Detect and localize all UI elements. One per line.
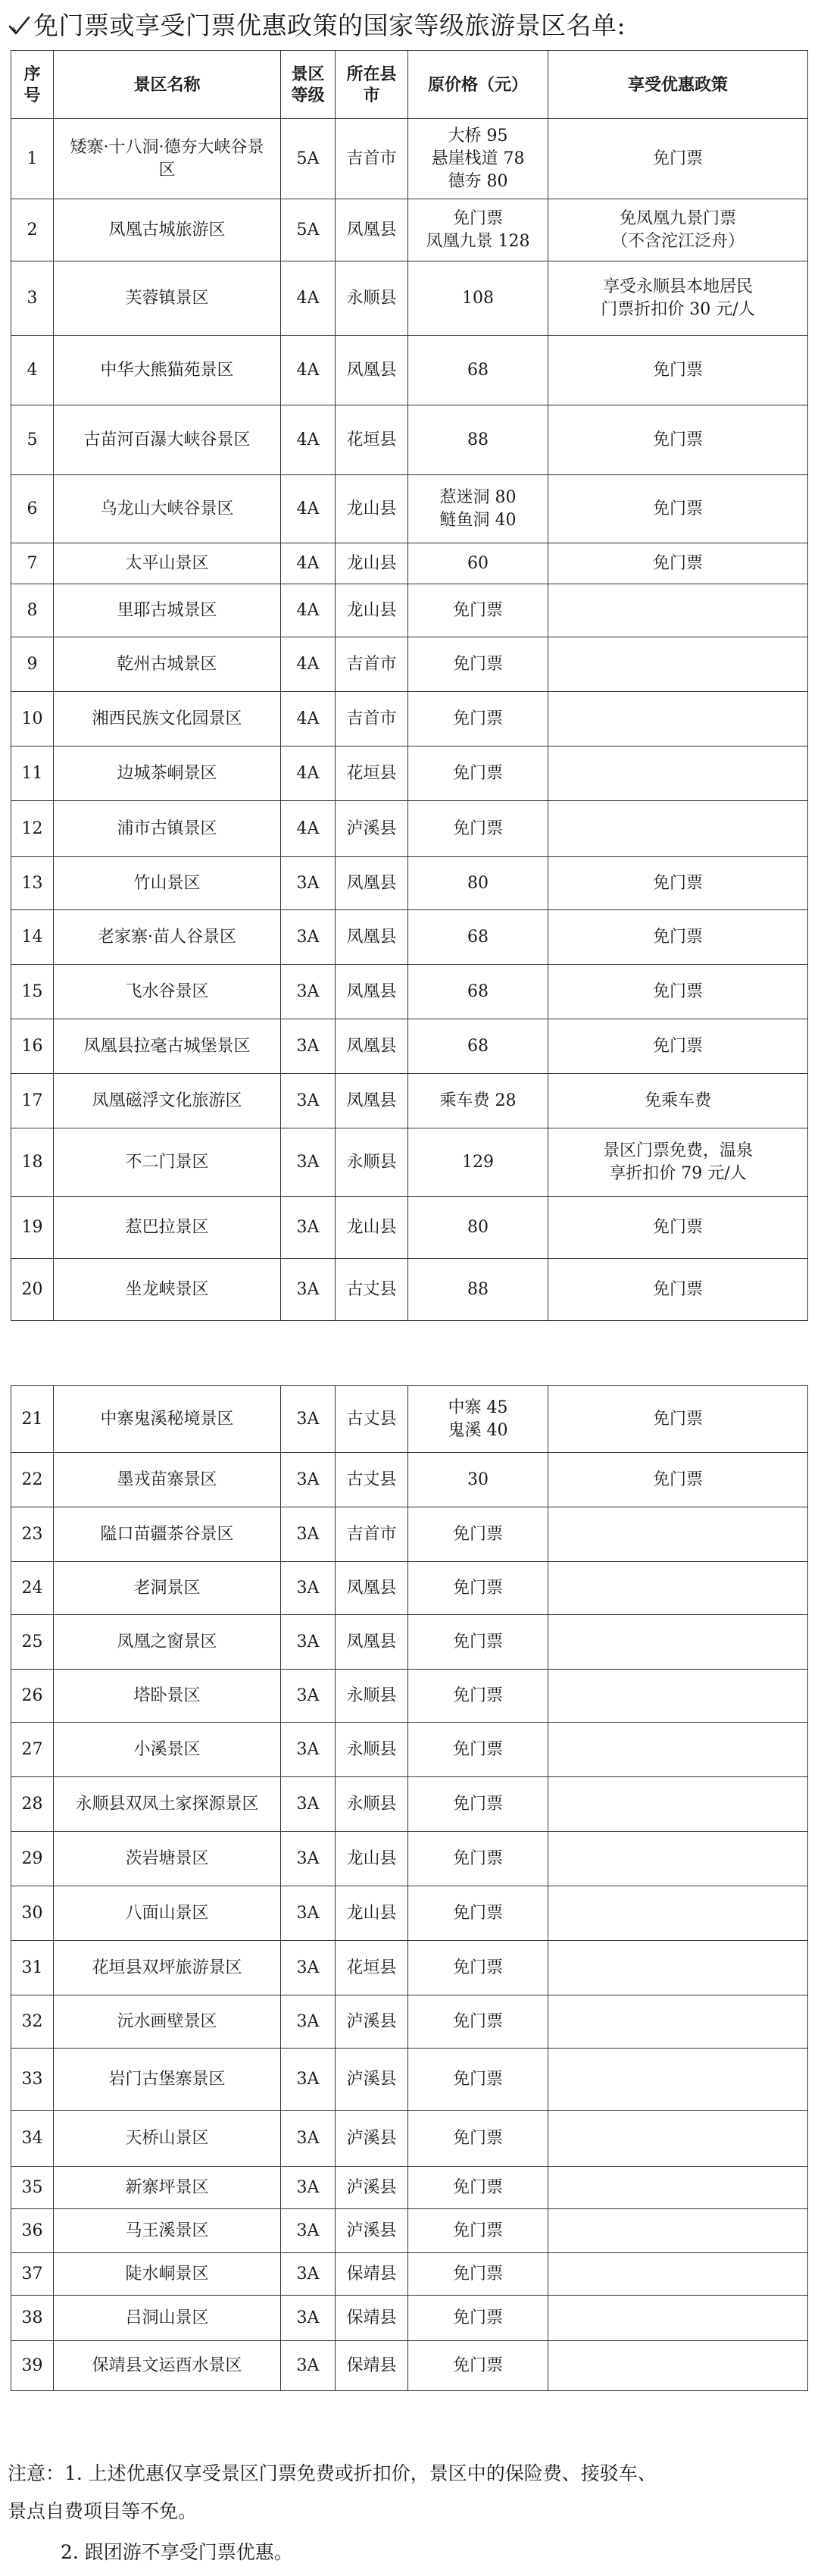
cell-level: 4A [281,336,336,405]
cell-level: 4A [281,543,336,584]
cell-name: 芙蓉镇景区 [54,261,281,336]
cell-county: 永顺县 [336,1723,408,1777]
table-row [11,1074,808,1128]
cell-county: 凤凰县 [336,1074,408,1128]
cell-price: 免门票 [408,747,548,801]
table-row [11,637,808,692]
table-row [11,2167,808,2209]
cell-county: 凤凰县 [336,1562,408,1615]
table-row [11,692,808,747]
cell-policy: 免门票 [548,965,808,1019]
cell-no: 2 [11,199,54,261]
cell-price: 免门票 [408,2111,548,2167]
cell-policy: 免门票 [548,910,808,965]
cell-policy [548,1507,808,1562]
cell-county: 保靖县 [336,2253,408,2296]
cell-policy: 免门票 [548,1197,808,1259]
cell-level: 3A [281,965,336,1019]
cell-county: 泸溪县 [336,801,408,857]
cell-name: 惹巴拉景区 [54,1197,281,1259]
title-text: 免门票或享受门票优惠政策的国家等级旅游景区名单: [33,11,626,40]
table-row [11,2341,808,2391]
cell-county: 凤凰县 [336,1615,408,1670]
cell-name: 边城茶峒景区 [54,747,281,801]
cell-name: 古苗河百瀑大峡谷景区 [54,405,281,475]
cell-policy: 免门票 [548,475,808,543]
table-row [11,1777,808,1832]
table-row [11,2296,808,2341]
table-row [11,119,808,199]
cell-no: 37 [11,2253,54,2296]
cell-policy [548,1832,808,1886]
cell-name: 老家寨·苗人谷景区 [54,910,281,965]
cell-no: 35 [11,2167,54,2209]
cell-policy [548,1562,808,1615]
cell-no: 4 [11,336,54,405]
cell-county: 龙山县 [336,475,408,543]
table-row [11,1197,808,1259]
cell-name: 小溪景区 [54,1723,281,1777]
cell-county: 保靖县 [336,2296,408,2341]
cell-name: 保靖县文运酉水景区 [54,2341,281,2391]
cell-name: 岩门古堡寨景区 [54,2049,281,2111]
table-row [11,405,808,475]
cell-no: 11 [11,747,54,801]
cell-policy: 免门票 [548,857,808,910]
cell-no: 8 [11,584,54,637]
cell-policy [548,801,808,857]
table-row [11,1941,808,1995]
cell-no: 21 [11,1386,54,1453]
cell-level: 3A [281,1562,336,1615]
cell-policy: 免门票 [548,336,808,405]
table-row [11,336,808,405]
cell-policy [548,1941,808,1995]
cell-county: 永顺县 [336,1777,408,1832]
cell-price: 免门票 [408,1670,548,1723]
cell-price: 免门票 [408,1886,548,1941]
cell-level: 3A [281,1386,336,1453]
cell-policy: 免乘车费 [548,1074,808,1128]
cell-policy [548,2341,808,2391]
cell-no: 28 [11,1777,54,1832]
cell-policy [548,1995,808,2049]
cell-no: 25 [11,1615,54,1670]
cell-price: 88 [408,405,548,475]
cell-name: 里耶古城景区 [54,584,281,637]
cell-no: 19 [11,1197,54,1259]
cell-price: 68 [408,965,548,1019]
cell-level: 3A [281,857,336,910]
cell-county: 花垣县 [336,1941,408,1995]
cell-name: 乾州古城景区 [54,637,281,692]
cell-level: 5A [281,199,336,261]
cell-price: 免门票 [408,2167,548,2209]
cell-price: 惹迷洞 80 鲢鱼洞 40 [408,475,548,543]
note-line-2: 景点自费项目等不免。 [8,2500,198,2522]
cell-level: 4A [281,637,336,692]
cell-policy: 免门票 [548,1259,808,1321]
table-row [11,2209,808,2253]
note-line-1: 注意：1. 上述优惠仅享受景区门票免费或折扣价，景区中的保险费、接驳车、 [8,2462,657,2484]
scenic-table-part-2 [11,1385,808,2391]
cell-price: 免门票 凤凰九景 128 [408,199,548,261]
cell-level: 4A [281,747,336,801]
cell-no: 29 [11,1832,54,1886]
table-row [11,1507,808,1562]
cell-county: 古丈县 [336,1259,408,1321]
cell-no: 22 [11,1453,54,1507]
cell-policy [548,747,808,801]
cell-policy: 免门票 [548,119,808,199]
cell-price: 免门票 [408,2296,548,2341]
cell-county: 永顺县 [336,1128,408,1197]
cell-price: 免门票 [408,2253,548,2296]
header-county: 所在县市 [336,51,408,119]
cell-name: 陡水峒景区 [54,2253,281,2296]
cell-county: 凤凰县 [336,336,408,405]
cell-name: 墨戎苗寨景区 [54,1453,281,1507]
cell-price: 大桥 95 悬崖栈道 78 德夯 80 [408,119,548,199]
cell-no: 34 [11,2111,54,2167]
table-row [11,584,808,637]
cell-policy [548,2111,808,2167]
cell-policy [548,692,808,747]
cell-no: 32 [11,1995,54,2049]
cell-level: 3A [281,1670,336,1723]
cell-county: 保靖县 [336,2341,408,2391]
cell-level: 3A [281,1723,336,1777]
cell-policy [548,2296,808,2341]
cell-county: 古丈县 [336,1453,408,1507]
table-row [11,1886,808,1941]
cell-policy: 享受永顺县本地居民 门票折扣价 30 元/人 [548,261,808,336]
cell-price: 68 [408,1019,548,1074]
cell-level: 3A [281,1074,336,1128]
cell-policy [548,2167,808,2209]
table-row [11,1453,808,1507]
cell-level: 3A [281,1259,336,1321]
cell-name: 中寨鬼溪秘境景区 [54,1386,281,1453]
cell-county: 泸溪县 [336,2049,408,2111]
cell-price: 80 [408,857,548,910]
cell-name: 竹山景区 [54,857,281,910]
table-row [11,1019,808,1074]
cell-county: 花垣县 [336,405,408,475]
cell-county: 吉首市 [336,119,408,199]
cell-level: 3A [281,1777,336,1832]
header-no: 序号 [11,51,54,119]
cell-county: 凤凰县 [336,1019,408,1074]
table-row [11,1562,808,1615]
cell-policy [548,637,808,692]
cell-name: 天桥山景区 [54,2111,281,2167]
cell-name: 矮寨·十八洞·德夯大峡谷景区 [54,119,281,199]
cell-price: 68 [408,910,548,965]
cell-county: 古丈县 [336,1386,408,1453]
table-row [11,475,808,543]
cell-price: 乘车费 28 [408,1074,548,1128]
table-row [11,199,808,261]
cell-no: 13 [11,857,54,910]
cell-level: 3A [281,1507,336,1562]
cell-no: 20 [11,1259,54,1321]
cell-level: 3A [281,2341,336,2391]
cell-price: 免门票 [408,1507,548,1562]
cell-county: 龙山县 [336,584,408,637]
table-row [11,1995,808,2049]
cell-no: 6 [11,475,54,543]
table-row [11,2111,808,2167]
cell-name: 太平山景区 [54,543,281,584]
cell-name: 浦市古镇景区 [54,801,281,857]
cell-price: 免门票 [408,1615,548,1670]
cell-no: 15 [11,965,54,1019]
header-policy: 享受优惠政策 [548,51,808,119]
cell-no: 10 [11,692,54,747]
cell-policy [548,1670,808,1723]
cell-no: 16 [11,1019,54,1074]
cell-policy [548,1886,808,1941]
cell-name: 八面山景区 [54,1886,281,1941]
cell-price: 免门票 [408,1995,548,2049]
cell-name: 不二门景区 [54,1128,281,1197]
cell-name: 凤凰古城旅游区 [54,199,281,261]
cell-name: 隘口苗疆茶谷景区 [54,1507,281,1562]
cell-price: 88 [408,1259,548,1321]
cell-level: 3A [281,2296,336,2341]
cell-county: 龙山县 [336,1832,408,1886]
cell-policy [548,1615,808,1670]
cell-level: 3A [281,2253,336,2296]
cell-policy [548,2049,808,2111]
cell-no: 39 [11,2341,54,2391]
page-title [6,5,812,47]
cell-name: 花垣县双坪旅游景区 [54,1941,281,1995]
cell-price: 108 [408,261,548,336]
table-row [11,910,808,965]
cell-county: 永顺县 [336,261,408,336]
cell-level: 3A [281,1197,336,1259]
cell-name: 茨岩塘景区 [54,1832,281,1886]
cell-no: 5 [11,405,54,475]
table-row [11,2253,808,2296]
cell-policy: 免门票 [548,1453,808,1507]
cell-level: 4A [281,801,336,857]
cell-policy: 免门票 [548,543,808,584]
cell-no: 14 [11,910,54,965]
cell-no: 9 [11,637,54,692]
cell-price: 60 [408,543,548,584]
cell-level: 3A [281,2111,336,2167]
cell-level: 3A [281,1019,336,1074]
cell-county: 吉首市 [336,692,408,747]
table-row [11,543,808,584]
cell-county: 吉首市 [336,1507,408,1562]
cell-level: 4A [281,692,336,747]
cell-policy: 免门票 [548,1386,808,1453]
cell-policy: 免门票 [548,405,808,475]
cell-name: 吕洞山景区 [54,2296,281,2341]
cell-price: 免门票 [408,801,548,857]
cell-level: 3A [281,1941,336,1995]
scenic-table-part-1 [11,50,808,1321]
cell-name: 凤凰县拉毫古城堡景区 [54,1019,281,1074]
table-row [11,1832,808,1886]
cell-policy [548,2209,808,2253]
cell-price: 免门票 [408,1777,548,1832]
table-row [11,965,808,1019]
cell-price: 68 [408,336,548,405]
cell-county: 龙山县 [336,1886,408,1941]
cell-no: 38 [11,2296,54,2341]
cell-no: 31 [11,1941,54,1995]
cell-price: 免门票 [408,1723,548,1777]
cell-level: 3A [281,1832,336,1886]
cell-county: 凤凰县 [336,910,408,965]
cell-no: 24 [11,1562,54,1615]
cell-county: 龙山县 [336,543,408,584]
cell-county: 泸溪县 [336,1995,408,2049]
cell-price: 免门票 [408,1562,548,1615]
cell-price: 免门票 [408,1832,548,1886]
cell-price: 免门票 [408,637,548,692]
cell-county: 龙山县 [336,1197,408,1259]
table-header-row [11,51,808,119]
cell-no: 23 [11,1507,54,1562]
cell-name: 永顺县双凤土家探源景区 [54,1777,281,1832]
table-row [11,747,808,801]
cell-county: 凤凰县 [336,857,408,910]
cell-name: 飞水谷景区 [54,965,281,1019]
table-row [11,857,808,910]
cell-name: 塔卧景区 [54,1670,281,1723]
cell-level: 4A [281,405,336,475]
cell-no: 27 [11,1723,54,1777]
cell-no: 12 [11,801,54,857]
cell-level: 3A [281,1615,336,1670]
cell-no: 3 [11,261,54,336]
cell-level: 4A [281,261,336,336]
cell-county: 永顺县 [336,1670,408,1723]
cell-level: 3A [281,2049,336,2111]
header-name: 景区名称 [54,51,281,119]
cell-price: 免门票 [408,1941,548,1995]
cell-policy [548,1723,808,1777]
cell-no: 26 [11,1670,54,1723]
table-row [11,801,808,857]
cell-level: 3A [281,1886,336,1941]
cell-policy: 免凤凰九景门票 （不含沱江泛舟） [548,199,808,261]
cell-price: 免门票 [408,2341,548,2391]
cell-name: 老洞景区 [54,1562,281,1615]
cell-name: 沅水画壁景区 [54,1995,281,2049]
cell-name: 中华大熊猫苑景区 [54,336,281,405]
cell-level: 3A [281,1453,336,1507]
cell-level: 3A [281,2167,336,2209]
cell-no: 18 [11,1128,54,1197]
table-row [11,1723,808,1777]
table-row [11,261,808,336]
cell-name: 坐龙峡景区 [54,1259,281,1321]
cell-county: 花垣县 [336,747,408,801]
cell-policy: 景区门票免费，温泉 享折扣价 79 元/人 [548,1128,808,1197]
header-price: 原价格（元） [408,51,548,119]
header-level: 景区等级 [281,51,336,119]
cell-price: 免门票 [408,584,548,637]
cell-no: 33 [11,2049,54,2111]
cell-no: 36 [11,2209,54,2253]
cell-price: 中寨 45 鬼溪 40 [408,1386,548,1453]
cell-policy [548,584,808,637]
cell-county: 泸溪县 [336,2111,408,2167]
cell-level: 3A [281,1995,336,2049]
cell-no: 7 [11,543,54,584]
cell-no: 1 [11,119,54,199]
checkmark-icon [6,13,32,39]
cell-level: 5A [281,119,336,199]
cell-price: 免门票 [408,2049,548,2111]
cell-level: 4A [281,475,336,543]
cell-no: 17 [11,1074,54,1128]
cell-name: 凤凰磁浮文化旅游区 [54,1074,281,1128]
cell-county: 泸溪县 [336,2167,408,2209]
cell-level: 3A [281,910,336,965]
cell-level: 4A [281,584,336,637]
note-line-3: 2. 跟团游不享受门票优惠。 [61,2541,293,2563]
cell-county: 凤凰县 [336,199,408,261]
cell-county: 泸溪县 [336,2209,408,2253]
table-row [11,1259,808,1321]
cell-name: 新寨坪景区 [54,2167,281,2209]
cell-county: 吉首市 [336,637,408,692]
cell-price: 免门票 [408,2209,548,2253]
cell-name: 马王溪景区 [54,2209,281,2253]
cell-policy [548,2253,808,2296]
cell-price: 免门票 [408,692,548,747]
table-row [11,1615,808,1670]
cell-name: 凤凰之窗景区 [54,1615,281,1670]
cell-level: 3A [281,1128,336,1197]
cell-name: 湘西民族文化园景区 [54,692,281,747]
cell-policy [548,1777,808,1832]
table-row [11,2049,808,2111]
cell-price: 30 [408,1453,548,1507]
table-row [11,1386,808,1453]
cell-price: 80 [408,1197,548,1259]
cell-level: 3A [281,2209,336,2253]
table-row [11,1128,808,1197]
cell-no: 30 [11,1886,54,1941]
cell-price: 129 [408,1128,548,1197]
table-row [11,1670,808,1723]
cell-county: 凤凰县 [336,965,408,1019]
cell-name: 乌龙山大峡谷景区 [54,475,281,543]
cell-policy: 免门票 [548,1019,808,1074]
